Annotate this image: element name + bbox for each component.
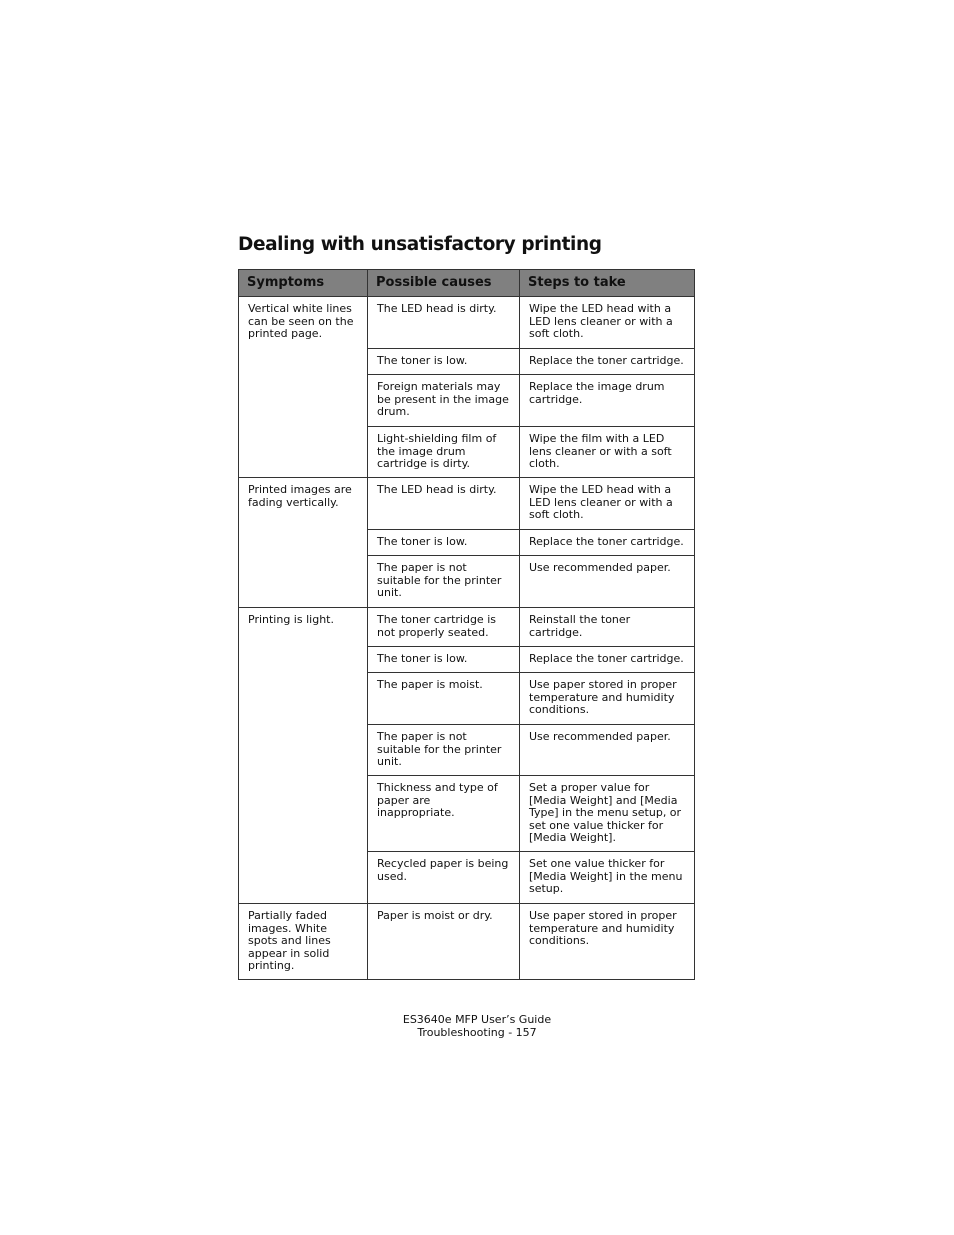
- cause-cell: The paper is not suitable for the printer unit.: [368, 556, 520, 608]
- cause-cell: Paper is moist or dry.: [368, 904, 520, 980]
- cause-cell: The toner is low.: [368, 647, 520, 673]
- header-steps-to-take: Steps to take: [520, 270, 695, 297]
- cause-cell: Recycled paper is being used.: [368, 852, 520, 904]
- cause-cell: The LED head is dirty.: [368, 297, 520, 349]
- step-cell: Use paper stored in proper temperature and humidity conditions.: [520, 904, 695, 980]
- step-cell: Replace the toner cartridge.: [520, 349, 695, 375]
- symptom-cell: Partially faded images. White spots and lines appear in solid printing.: [239, 904, 368, 980]
- troubleshooting-table: [238, 269, 695, 980]
- cause-cell: Thickness and type of paper are inappropriate.: [368, 776, 520, 852]
- page-title: Dealing with unsatisfactory printing: [238, 234, 602, 255]
- symptom-cell: Vertical white lines can be seen on the printed page.: [239, 297, 368, 478]
- cause-cell: The LED head is dirty.: [368, 478, 520, 530]
- footer-guide-title: ES3640e MFP User’s Guide: [402, 1013, 552, 1026]
- symptom-cell: Printing is light.: [239, 608, 368, 904]
- cause-cell: The toner is low.: [368, 530, 520, 556]
- cause-cell: The paper is moist.: [368, 673, 520, 725]
- step-cell: Use recommended paper.: [520, 725, 695, 776]
- table-header-row: [239, 270, 695, 297]
- step-cell: Reinstall the toner cartridge.: [520, 608, 695, 647]
- page-footer: [0, 1013, 954, 1039]
- table-row: [239, 608, 695, 647]
- step-cell: Set one value thicker for [Media Weight] in the menu setup.: [520, 852, 695, 904]
- step-cell: Replace the image drum cartridge.: [520, 375, 695, 427]
- step-cell: Replace the toner cartridge.: [520, 530, 695, 556]
- step-cell: Wipe the LED head with a LED lens cleaner or with a soft cloth.: [520, 297, 695, 349]
- step-cell: Use recommended paper.: [520, 556, 695, 608]
- table-row: [239, 297, 695, 349]
- step-cell: Replace the toner cartridge.: [520, 647, 695, 673]
- header-symptoms: Symptoms: [239, 270, 368, 297]
- step-cell: Use paper stored in proper temperature and humidity conditions.: [520, 673, 695, 725]
- table-row: [239, 904, 695, 980]
- header-possible-causes: Possible causes: [368, 270, 520, 297]
- cause-cell: The toner is low.: [368, 349, 520, 375]
- step-cell: Set a proper value for [Media Weight] and [Media Type] in the menu setup, or set one value thicker for [Media Weight].: [520, 776, 695, 852]
- table-row: [239, 478, 695, 530]
- symptom-cell: Printed images are fading vertically.: [239, 478, 368, 608]
- cause-cell: Light-shielding film of the image drum cartridge is dirty.: [368, 427, 520, 478]
- cause-cell: The paper is not suitable for the printer unit.: [368, 725, 520, 776]
- footer-page-number: Troubleshooting - 157: [417, 1026, 537, 1039]
- cause-cell: The toner cartridge is not properly seated.: [368, 608, 520, 647]
- step-cell: Wipe the LED head with a LED lens cleaner or with a soft cloth.: [520, 478, 695, 530]
- cause-cell: Foreign materials may be present in the image drum.: [368, 375, 520, 427]
- step-cell: Wipe the film with a LED lens cleaner or with a soft cloth.: [520, 427, 695, 478]
